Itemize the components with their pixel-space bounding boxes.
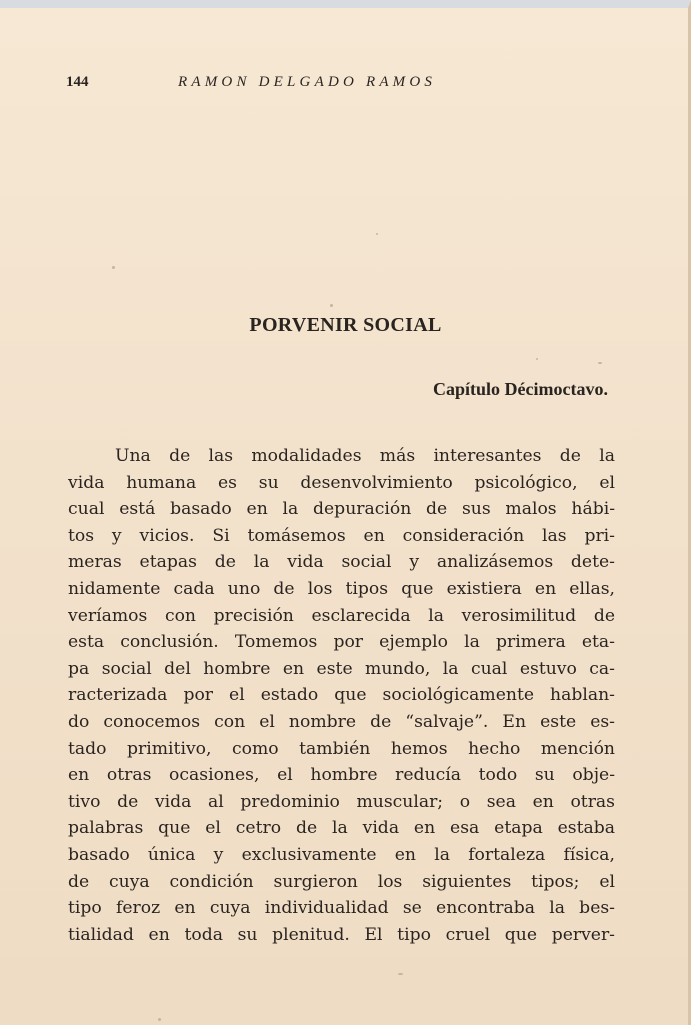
section-title: PORVENIR SOCIAL — [249, 314, 442, 336]
text-line: do conocemos con el nombre de “salvaje”. En este es- — [68, 711, 615, 732]
body-paragraph — [68, 443, 615, 948]
text-line: de cuya condición surgieron los siguientes tipos; el — [68, 871, 615, 892]
text-line: esta conclusión. Tomemos por ejemplo la primera eta- — [68, 632, 615, 653]
text-line: racterizada por el estado que sociológicamente hablan- — [68, 685, 615, 706]
text-line: en otras ocasiones, el hombre reducía todo su obje- — [68, 765, 615, 786]
text-line: pa social del hombre en este mundo, la cual estuvo ca- — [68, 658, 615, 679]
text-line: tipo feroz en cuya individualidad se encontraba la bes- — [68, 898, 615, 919]
text-line: vida humana es su desenvolvimiento psicológico, el — [68, 472, 615, 493]
text-line: tialidad en toda su plenitud. El tipo cruel que perver- — [68, 924, 615, 945]
text-line: Una de las modalidades más interesantes de la — [115, 446, 615, 466]
text-line: basado única y exclusivamente en la fortaleza física, — [68, 844, 615, 865]
running-title: RAMON DELGADO RAMOS — [178, 74, 437, 90]
text-line: nidamente cada uno de los tipos que existiera en ellas, — [68, 578, 615, 599]
page-number: 144 — [66, 74, 89, 90]
text-line: meras etapas de la vida social y analizásemos dete- — [68, 552, 615, 573]
text-line: cual está basado en la depuración de sus malos hábi- — [68, 499, 615, 520]
text-line: tado primitivo, como también hemos hecho mención — [68, 738, 615, 759]
text-line: veríamos con precisión esclarecida la verosimilitud de — [68, 605, 615, 626]
text-line: tos y vicios. Si tomásemos en consideración las pri- — [68, 525, 615, 546]
chapter-heading: Capítulo Décimoctavo. — [433, 379, 608, 399]
text-line: tivo de vida al predominio muscular; o sea en otras — [68, 791, 615, 812]
text-line: palabras que el cetro de la vida en esa etapa estaba — [68, 818, 615, 839]
